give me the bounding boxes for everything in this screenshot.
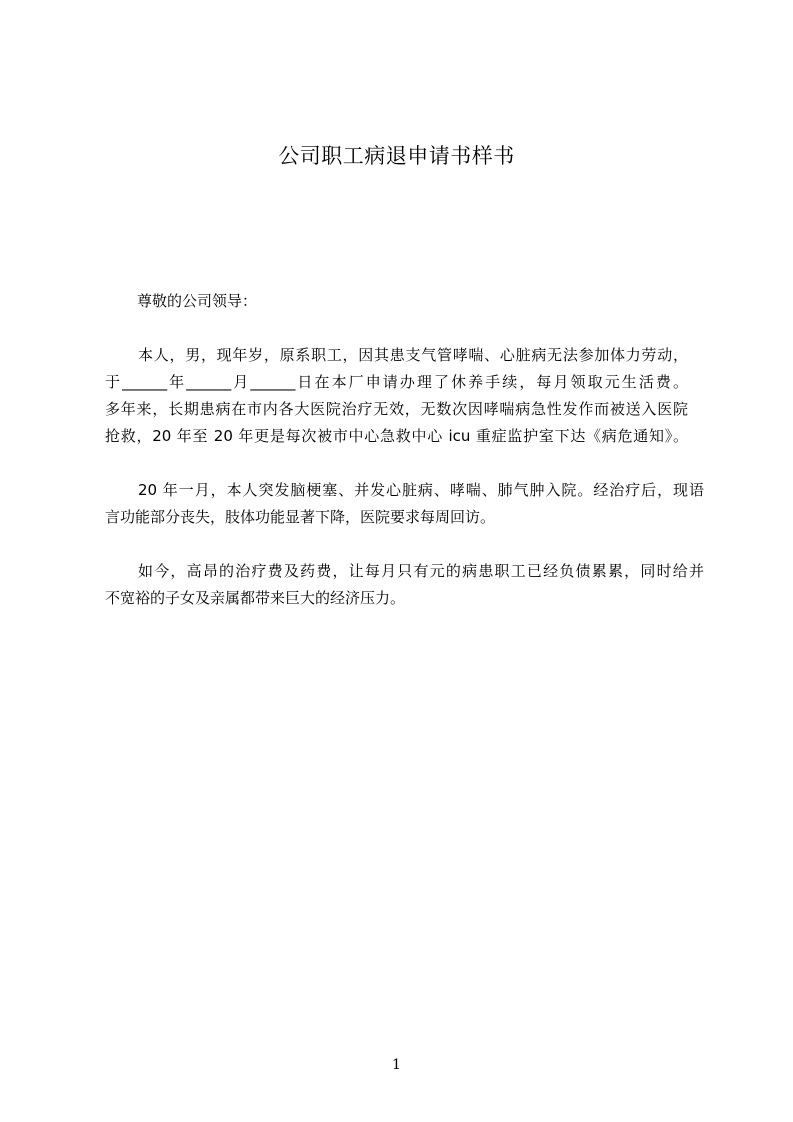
paragraph-3-line-2: 不宽裕的子女及亲属都带来巨大的经济压力。: [105, 589, 406, 607]
paragraph-1-line-4: 抢救，20 年至 20 年更是每次被市中心急救中心 icu 重症监护室下达《病危通知》。: [105, 427, 688, 445]
page-number: 1: [392, 1057, 401, 1073]
paragraph-2-line-1: 20 年一月，本人突发脑梗塞、并发心脏病、哮喘、肺气肿入院。经治疗后，现语: [138, 481, 704, 499]
paragraph-1-line-2: 于______年______月______日在本厂申请办理了休养手续，每月领取元生活费。: [105, 373, 688, 391]
paragraph-2-line-2: 言功能部分丧失，肢体功能显著下降，医院要求每周回访。: [105, 508, 496, 526]
paragraph-1-line-3: 多年来，长期患病在市内各大医院治疗无效，无数次因哮喘病急性发作而被送入医院: [105, 400, 688, 418]
document-title: 公司职工病退申请书样书: [278, 144, 515, 168]
salutation: 尊敬的公司领导：: [137, 292, 258, 310]
paragraph-3-line-1: 如今，高昂的治疗费及药费，让每月只有元的病患职工已经负债累累，同时给并: [138, 562, 704, 580]
paragraph-1-line-1: 本人，男，现年岁，原系职工，因其患支气管哮喘、心脏病无法参加体力劳动，: [138, 346, 688, 364]
